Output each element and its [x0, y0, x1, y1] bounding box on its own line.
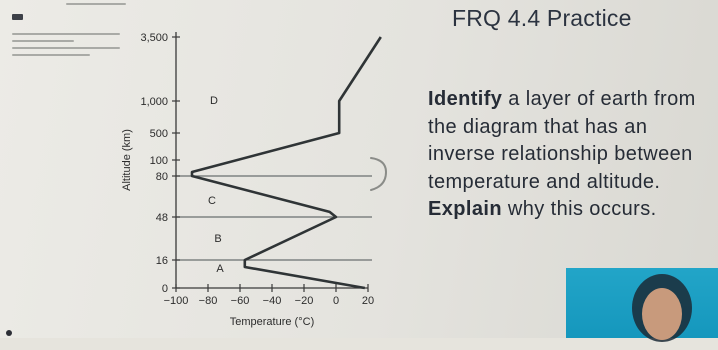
x-tick-label: −40 [262, 295, 282, 307]
page-title: FRQ 4.4 Practice [452, 5, 632, 31]
y-tick-label: 100 [149, 155, 168, 167]
temperature-profile-line [192, 37, 381, 288]
x-tick-label: −20 [294, 295, 314, 307]
y-tick-label: 3,500 [140, 32, 168, 44]
layer-label: B [214, 233, 222, 245]
presenter-silhouette [626, 270, 698, 350]
layer-label: C [208, 195, 216, 207]
question-bold-word: Identify [428, 88, 503, 110]
x-tick-label: −100 [163, 295, 189, 307]
question-bold-word: Explain [428, 198, 502, 220]
corner-dot [6, 330, 12, 336]
question-text-part: a layer of earth from the diagram that has an inverse relationship between temperature and altitude. [428, 88, 696, 193]
x-tick-label: −60 [230, 295, 250, 307]
y-tick-label: 1,000 [140, 96, 168, 108]
bracket-icon [371, 158, 386, 190]
y-tick-label: 500 [149, 128, 168, 140]
layer-label: A [216, 263, 224, 275]
y-tick-label: 80 [155, 171, 168, 183]
y-tick-label: 0 [161, 283, 168, 295]
y-tick-label: 16 [155, 255, 168, 267]
x-tick-label: −80 [198, 295, 218, 307]
x-tick-label: 0 [332, 295, 340, 307]
y-tick-label: 48 [155, 212, 168, 224]
x-axis-title: Temperature (°C) [229, 316, 315, 328]
question-text-part: why this occurs. [501, 198, 657, 220]
layer-label: D [210, 95, 218, 107]
x-tick-label: 20 [361, 295, 375, 307]
y-axis-title: Altitude (km) [121, 129, 133, 191]
